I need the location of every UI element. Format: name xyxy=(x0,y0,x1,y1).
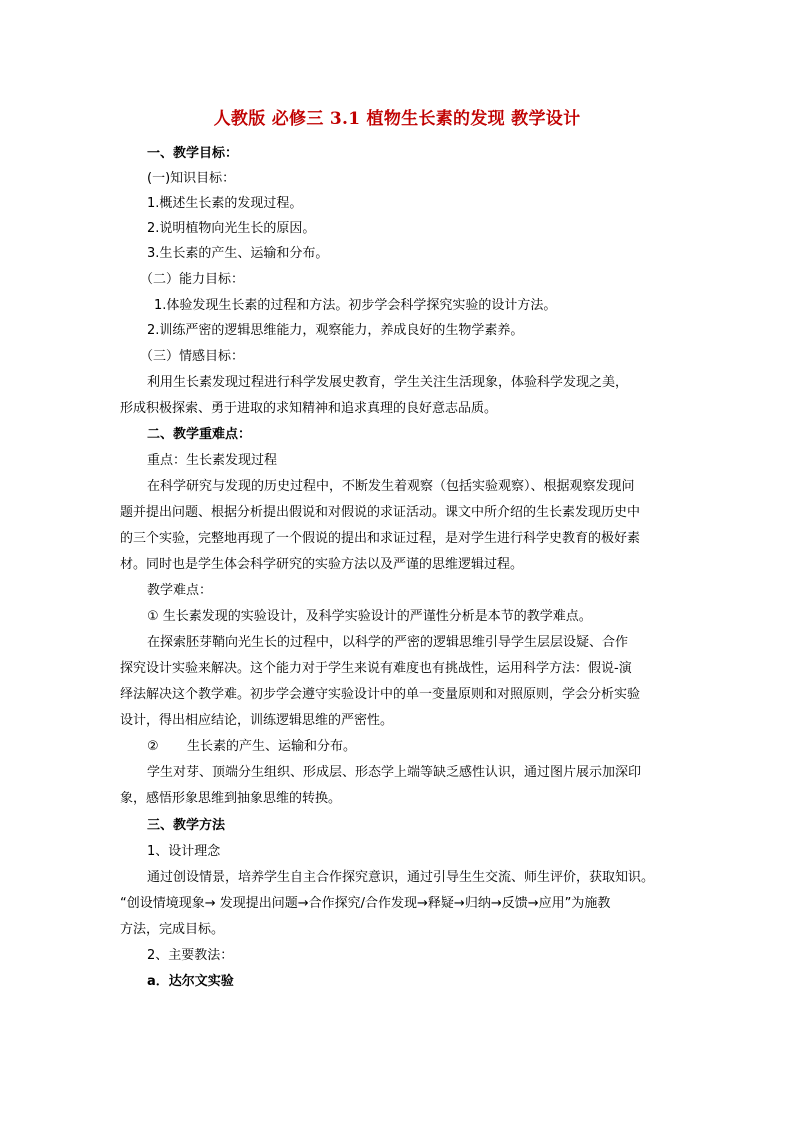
ability-item: 2.训练严密的逻辑思维能力，观察能力，养成良好的生物学素养。 xyxy=(147,323,524,338)
paragraph-line: “创设情境现象→ 发现提出问题→合作探究/合作发现→释疑→归纳→反馈→应用”为施教 xyxy=(120,896,611,911)
paragraph-line: 利用生长素发现过程进行科学发展史教育，学生关注生活现象，体验科学发现之美， xyxy=(147,375,629,390)
subheading-darwin-experiment: a．达尔文实验 xyxy=(147,974,234,989)
knowledge-item: 3.生长素的产生、运输和分布。 xyxy=(147,246,329,261)
knowledge-item: 2.说明植物向光生长的原因。 xyxy=(147,221,316,236)
design-concept-heading: 1、设计理念 xyxy=(147,844,221,859)
paragraph-line: 设计，得出相应结论，训练逻辑思维的严密性。 xyxy=(120,713,394,728)
section-heading-key-difficult: 二、教学重难点： xyxy=(147,427,252,442)
list-marker: ② xyxy=(147,739,159,754)
paragraph-line: 通过创设情景，培养学生自主合作探究意识，通过引导生生交流、师生评价，获取知识。 xyxy=(147,870,655,885)
difficulty-item-1: ① 生长素发现的实验设计，及科学实验设计的严谨性分析是本节的教学难点。 xyxy=(147,609,592,624)
difficulty-heading: 教学难点： xyxy=(147,583,213,598)
paragraph-line: 方法，完成目标。 xyxy=(120,922,225,937)
emotion-objectives-heading: （三）情感目标： xyxy=(140,349,245,364)
section-heading-methods: 三、教学方法 xyxy=(147,818,226,833)
section-heading-objectives: 一、教学目标： xyxy=(147,146,239,161)
knowledge-objectives-heading: (一)知识目标： xyxy=(147,171,236,186)
paragraph-line: 形成积极探索、勇于进取的求知精神和追求真理的良好意志品质。 xyxy=(120,401,498,416)
paragraph-line: 的三个实验，完整地再现了一个假说的提出和求证过程，是对学生进行科学史教育的极好素 xyxy=(120,531,641,546)
difficulty-item-2-text: 生长素的产生、运输和分布。 xyxy=(187,739,357,754)
document-title: 人教版 必修三 3.1 植物生长素的发现 教学设计 xyxy=(213,109,581,129)
paragraph-line: 在探索胚芽鞘向光生长的过程中，以科学的严密的逻辑思维引导学生层层设疑、合作 xyxy=(147,635,629,650)
paragraph-line: 学生对芽、顶端分生组织、形成层、形态学上端等缺乏感性认识，通过图片展示加深印 xyxy=(147,765,642,780)
ability-item: 1.体验发现生长素的过程和方法。初步学会科学探究实验的设计方法。 xyxy=(154,298,557,313)
knowledge-item: 1.概述生长素的发现过程。 xyxy=(147,196,303,211)
ability-objectives-heading: （二）能力目标： xyxy=(140,272,245,287)
paragraph-line: 材。同时也是学生体会科学研究的实验方法以及严谨的思维逻辑过程。 xyxy=(120,557,524,572)
difficulty-item-2 xyxy=(147,739,356,755)
paragraph-line: 题并提出问题、根据分析提出假说和对假说的求证活动。课文中所介绍的生长素发现历史中 xyxy=(120,505,641,520)
paragraph-line: 绎法解决这个教学难。初步学会遵守实验设计中的单一变量原则和对照原则，学会分析实验 xyxy=(120,687,641,702)
paragraph-line: 探究设计实验来解决。这个能力对于学生来说有难度也有挑战性，运用科学方法：假说-演 xyxy=(120,661,632,676)
paragraph-line: 象，感悟形象思维到抽象思维的转换。 xyxy=(120,791,342,806)
main-methods-heading: 2、主要教法： xyxy=(147,948,234,963)
paragraph-line: 在科学研究与发现的历史过程中，不断发生着观察（包括实验观察）、根据观察发现问 xyxy=(147,479,635,494)
key-point: 重点：生长素发现过程 xyxy=(147,453,278,468)
